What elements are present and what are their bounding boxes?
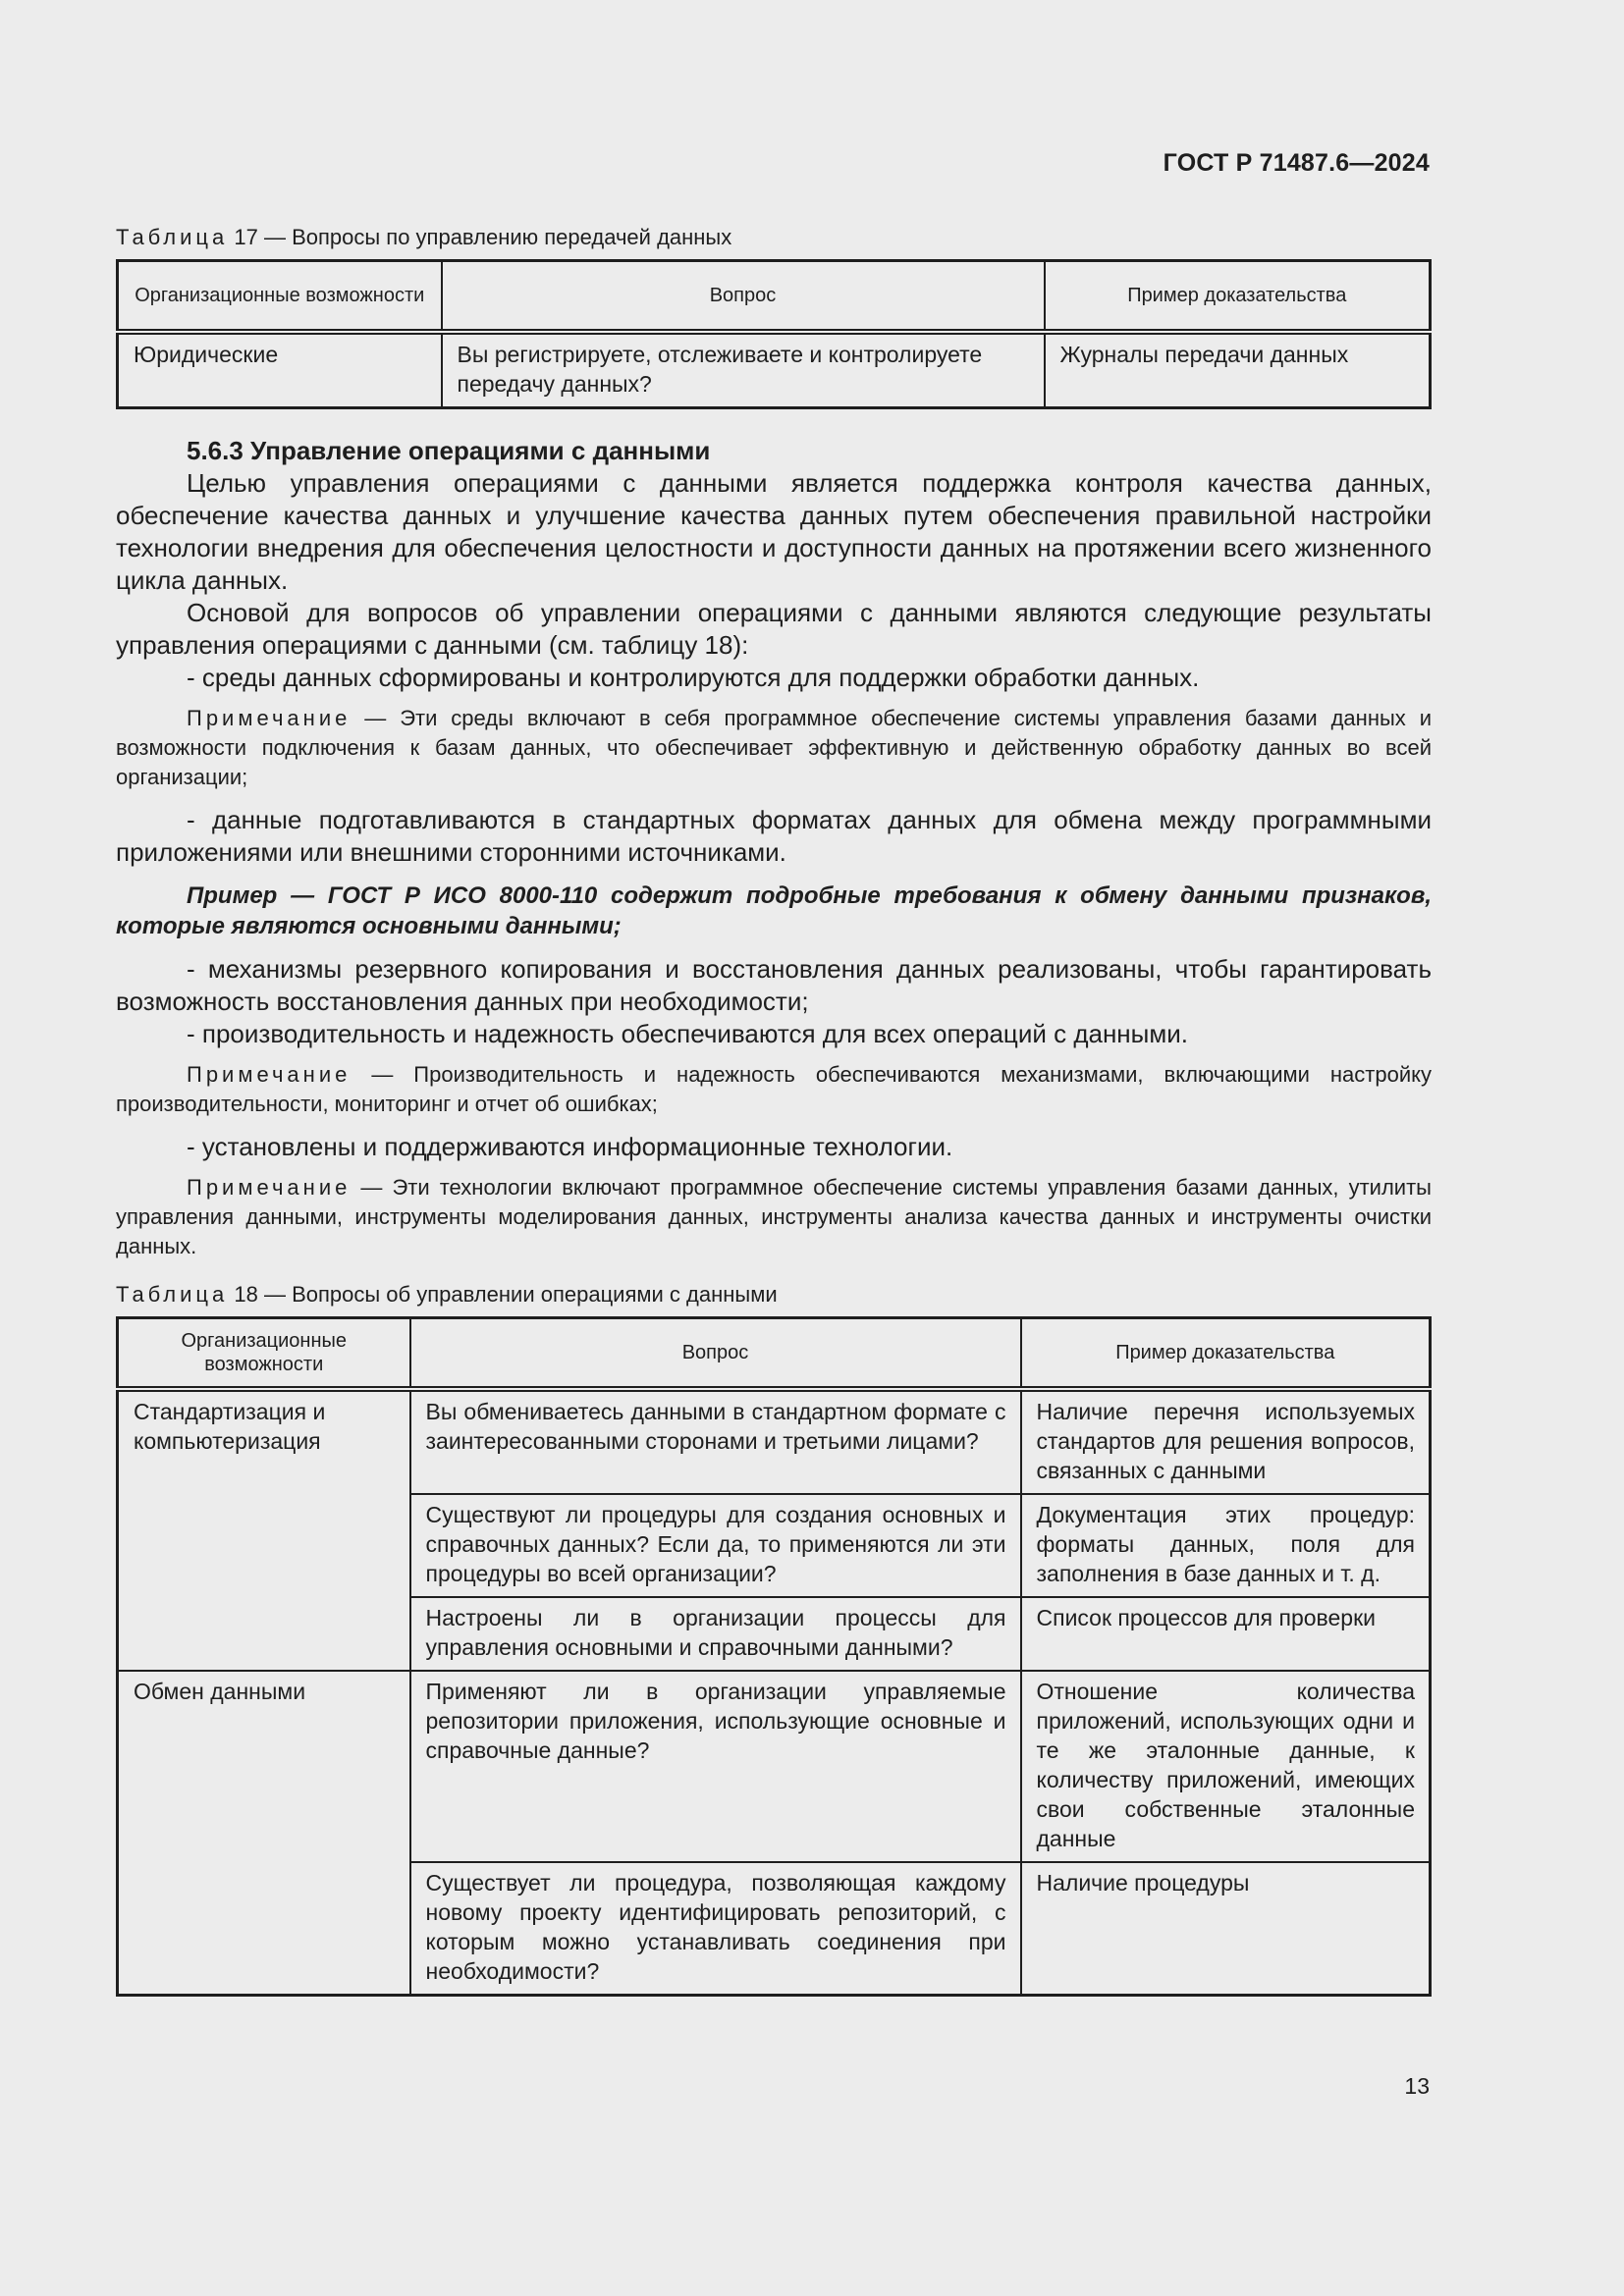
cell-evidence: Отношение количества приложений, использующих одни и те же эталонные данные, к количеству приложений, имеющих свои собственные эталонные данные — [1021, 1671, 1431, 1862]
header-capabilities: Организационные возможности — [118, 261, 442, 333]
page-content — [116, 224, 1432, 1997]
section-heading: 5.6.3 Управление операциями с данными — [187, 436, 711, 465]
header-question: Вопрос — [442, 261, 1045, 333]
cell-capability: Юридические — [118, 332, 442, 408]
page-number: 13 — [1404, 2073, 1430, 2099]
header-evidence: Пример доказательства — [1021, 1318, 1431, 1390]
note-text: — Производительность и надежность обеспечиваются механизмами, включающими настройку производительности, мониторинг и отчет об ошибках; — [116, 1062, 1432, 1116]
note — [116, 1060, 1432, 1119]
table-header-row — [118, 261, 1431, 333]
note — [116, 1173, 1432, 1261]
cell-capability: Обмен данными — [118, 1671, 410, 1996]
cell-evidence: Журналы передачи данных — [1045, 332, 1431, 408]
table-row — [118, 1389, 1431, 1494]
table-row — [118, 332, 1431, 408]
table-18 — [116, 1316, 1432, 1997]
cell-evidence: Документация этих процедур: форматы данных, поля для заполнения в базе данных и т. д. — [1021, 1494, 1431, 1597]
example: Пример — ГОСТ Р ИСО 8000-110 содержит подробные требования к обмену данными признаков, которые являются основными данными; — [116, 882, 1432, 939]
note — [116, 704, 1432, 792]
paragraph: Основой для вопросов об управлении операциями с данными являются следующие результаты управления операциями с данными (см. таблицу 18): — [116, 598, 1432, 660]
list-item: - механизмы резервного копирования и восстановления данных реализованы, чтобы гарантировать возможность восстановления данных при необходимости; — [116, 954, 1432, 1016]
cell-question: Вы обмениваетесь данными в стандартном формате с заинтересованными сторонами и третьими лицами? — [410, 1389, 1021, 1494]
list-item: - установлены и поддерживаются информационные технологии. — [187, 1132, 953, 1161]
paragraph: Целью управления операциями с данными является поддержка контроля качества данных, обеспечение качества данных и улучшение качества данных путем обеспечения правильной настройки технологии внедрения для обеспечения целостности и доступности данных на протяжении всего жизненного цикла данных. — [116, 468, 1432, 595]
list-item: - данные подготавливаются в стандартных форматах данных для обмена между программными приложениями или внешними сторонними источниками. — [116, 805, 1432, 867]
table-caption-text: 17 — Вопросы по управлению передачей данных — [228, 225, 732, 249]
table-caption-word: Таблица — [116, 225, 229, 249]
cell-question: Применяют ли в организации управляемые репозитории приложения, использующие основные и справочные данные? — [410, 1671, 1021, 1862]
cell-evidence: Наличие перечня используемых стандартов для решения вопросов, связанных с данными — [1021, 1389, 1431, 1494]
table-caption-word: Таблица — [116, 1282, 229, 1307]
list-item: - производительность и надежность обеспечиваются для всех операций с данными. — [187, 1019, 1188, 1048]
table-17 — [116, 259, 1432, 409]
note-text: — Эти технологии включают программное обеспечение системы управления базами данных, утилиты управления данными, инструменты моделирования данных, инструменты анализа качества данных и инструменты очистки данных. — [116, 1175, 1432, 1258]
header-evidence: Пример доказательства — [1045, 261, 1431, 333]
cell-evidence: Список процессов для проверки — [1021, 1597, 1431, 1671]
cell-capability: Стандартизация и компьютеризация — [118, 1389, 410, 1671]
note-label: Примечание — [187, 1062, 352, 1087]
list-item: - среды данных сформированы и контролируются для поддержки обработки данных. — [187, 663, 1200, 692]
note-label: Примечание — [187, 1175, 352, 1200]
cell-question: Существуют ли процедуры для создания основных и справочных данных? Если да, то применяются ли эти процедуры во всей организации? — [410, 1494, 1021, 1597]
cell-question: Существует ли процедура, позволяющая каждому новому проекту идентифицировать репозиторий, с которым можно устанавливать соединения при необходимости? — [410, 1862, 1021, 1996]
cell-question: Настроены ли в организации процессы для управления основными и справочными данными? — [410, 1597, 1021, 1671]
cell-evidence: Наличие процедуры — [1021, 1862, 1431, 1996]
note-label: Примечание — [187, 706, 352, 730]
table-row — [118, 1671, 1431, 1862]
note-text: — Эти среды включают в себя программное обеспечение системы управления базами данных и возможности подключения к базам данных, что обеспечивает эффективную и действенную обработку данных во всей организации; — [116, 706, 1432, 789]
header-capabilities: Организационные возможности — [118, 1318, 410, 1390]
table-caption-text: 18 — Вопросы об управлении операциями с данными — [228, 1282, 778, 1307]
table-18-caption — [116, 1281, 1432, 1308]
document-id: ГОСТ Р 71487.6—2024 — [1163, 149, 1430, 177]
cell-question: Вы регистрируете, отслеживаете и контролируете передачу данных? — [442, 332, 1045, 408]
header-question: Вопрос — [410, 1318, 1021, 1390]
table-17-caption — [116, 224, 1432, 251]
table-header-row — [118, 1318, 1431, 1390]
